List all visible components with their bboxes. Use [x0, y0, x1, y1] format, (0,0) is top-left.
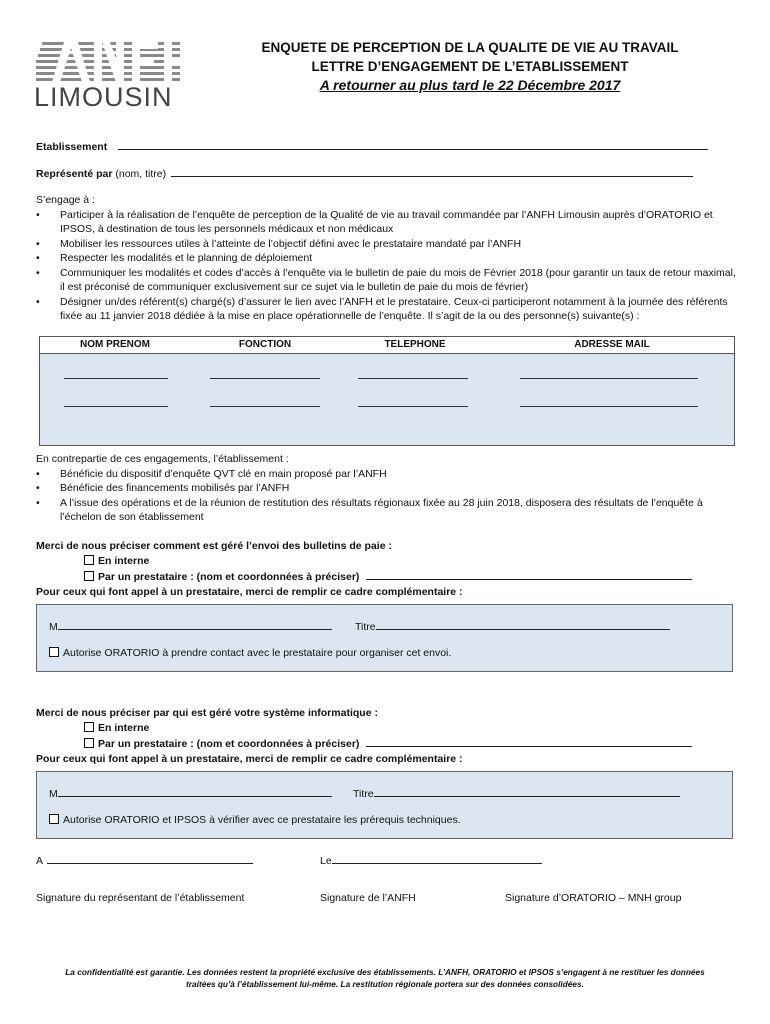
paie-option-prestataire[interactable] [84, 570, 692, 583]
paie-titre-field[interactable] [355, 620, 670, 633]
paie-question: Merci de nous préciser comment est géré l’envoi des bulletins de paie : [36, 540, 392, 552]
info-prestataire-checkbox[interactable] [84, 738, 94, 748]
nom-prenom-line-1[interactable] [64, 377, 168, 379]
contrepartie-list [36, 467, 736, 525]
info-autorise-checkbox[interactable] [49, 814, 59, 824]
engage-intro: S’engage à : [36, 194, 95, 206]
fonction-line-2[interactable] [210, 405, 320, 407]
info-titre-line[interactable] [374, 787, 680, 797]
date-line[interactable] [332, 854, 542, 864]
lieu-field[interactable] [36, 854, 253, 867]
etablissement-line[interactable] [118, 140, 708, 150]
date-field[interactable] [320, 854, 542, 867]
fonction-line-1[interactable] [210, 377, 320, 379]
paie-autorise-checkbox[interactable] [49, 647, 59, 657]
col-fonction: FONCTION [238, 339, 292, 350]
represente-field[interactable] [36, 167, 693, 180]
paie-titre-line[interactable] [376, 620, 670, 630]
contrepartie-item: • Bénéficie du dispositif d’enquête QVT clé en main proposé par l’ANFH [36, 467, 736, 482]
paie-option-interne[interactable] [84, 555, 149, 567]
etablissement-field[interactable] [36, 140, 708, 153]
paie-prestataire-box [36, 604, 733, 672]
engage-item: • Respecter les modalités et le planning de déploiement [36, 251, 736, 266]
represente-label: Représenté par [36, 168, 113, 180]
contrepartie-item: • Bénéficie des financements mobilisés par l’ANFH [36, 481, 736, 496]
page-title [230, 38, 710, 95]
engage-item: • Participer à la réalisation de l’enquête de perception de la Qualité de vie au travail commandée par l’ANFH Limousin auprès d’ORATORIO et IPSOS, à destination de tous les personnels médicaux et non médicaux [36, 208, 736, 237]
title-deadline: A retourner au plus tard le 22 Décembre 2017 [319, 77, 621, 93]
info-m-label: M [49, 788, 58, 800]
info-prestataire-box [36, 771, 733, 839]
paie-prestataire-line[interactable] [366, 570, 692, 580]
paie-m-field[interactable] [49, 620, 332, 633]
info-prestataire-line[interactable] [366, 737, 692, 747]
engage-item: • Communiquer les modalités et codes d’accès à l’enquête via le bulletin de paie du mois de Février 2018 (pour garantir un taux de retour maximal, il est préconisé de communiquer exclusivement sur ce sujet via le bulletin de paie du mois de février) [36, 266, 736, 295]
confidentiality-footer [40, 966, 730, 990]
paie-complement-label: Pour ceux qui font appel à un prestataire, merci de remplir ce cadre complémentaire : [36, 586, 463, 598]
anfh-logo [34, 38, 194, 110]
title-line-2: LETTRE D’ENGAGEMENT DE L’ETABLISSEMENT [311, 59, 629, 74]
engage-item: • Désigner un/des référent(s) chargé(s) d’assurer le lien avec l’ANFH et le prestataire. Ceux-ci participeront notamment à la journée des référents fixée au 11 janvier 2018 dédiée à la mise en place opérationnelle de l’enquête. Il s’agit de la ou des personne(s) suivante(s) : [36, 295, 736, 324]
info-interne-label: En interne [98, 722, 150, 734]
represente-line[interactable] [171, 167, 693, 177]
referents-table [39, 336, 735, 446]
info-prestataire-label: Par un prestataire : (nom et coordonnées à préciser) [98, 738, 360, 750]
signature-oratorio: Signature d’ORATORIO – MNH group [505, 892, 682, 904]
nom-prenom-line-2[interactable] [64, 405, 168, 407]
col-adresse-mail: ADRESSE MAIL [574, 339, 650, 350]
telephone-line-1[interactable] [358, 377, 468, 379]
lieu-label: A [36, 855, 43, 867]
paie-autorise-label: Autorise ORATORIO à prendre contact avec le prestataire pour organiser cet envoi. [63, 647, 452, 659]
table-header-row [40, 337, 734, 354]
signature-anfh: Signature de l’ANFH [320, 892, 416, 904]
info-autorise-label: Autorise ORATORIO et IPSOS à vérifier avec ce prestataire les prérequis techniques. [63, 814, 461, 826]
info-option-prestataire[interactable] [84, 737, 692, 750]
mail-line-1[interactable] [520, 377, 698, 379]
paie-autorise-option[interactable] [49, 647, 451, 659]
anfh-logo-mark [34, 38, 194, 82]
info-m-line[interactable] [58, 787, 332, 797]
info-option-interne[interactable] [84, 722, 149, 734]
logo-city-text: LIMOUSIN [34, 82, 173, 112]
paie-prestataire-checkbox[interactable] [84, 571, 94, 581]
info-m-field[interactable] [49, 787, 332, 800]
info-interne-checkbox[interactable] [84, 722, 94, 732]
info-titre-label: Titre [353, 788, 374, 800]
footer-line-2: traitées qu’à l’établissement lui-même. La restitution régionale portera sur des données consolidées. [186, 979, 584, 989]
info-question: Merci de nous préciser par qui est géré votre système informatique : [36, 707, 378, 719]
info-autorise-option[interactable] [49, 814, 461, 826]
represente-sub-label: (nom, titre) [115, 168, 167, 180]
date-label: Le [320, 855, 332, 867]
etablissement-label: Etablissement [36, 141, 108, 153]
title-line-1: ENQUETE DE PERCEPTION DE LA QUALITE DE VIE AU TRAVAIL [261, 40, 679, 55]
signature-etablissement: Signature du représentant de l’établissement [36, 892, 245, 904]
engage-item: • Mobiliser les ressources utiles à l’atteinte de l’objectif défini avec le prestataire mandaté par l’ANFH [36, 237, 736, 252]
contrepartie-section [36, 452, 736, 525]
paie-m-line[interactable] [58, 620, 332, 630]
col-telephone: TELEPHONE [384, 339, 446, 350]
engagements-section [36, 193, 736, 324]
paie-m-label: M [49, 621, 58, 633]
info-titre-field[interactable] [353, 787, 680, 800]
lieu-line[interactable] [47, 854, 253, 864]
telephone-line-2[interactable] [358, 405, 468, 407]
contrepartie-item: • A l’issue des opérations et de la réunion de restitution des résultats régionaux fixée au 28 juin 2018, disposera des résultats de l’enquête à l’échelon de son établissement [36, 496, 736, 525]
mail-line-2[interactable] [520, 405, 698, 407]
contrepartie-intro: En contrepartie de ces engagements, l’établissement : [36, 453, 289, 465]
footer-line-1: La confidentialité est garantie. Les données restent la propriété exclusive des établissements. L’ANFH, ORATORIO et IPSOS s’engagent à ne restituer les données [65, 967, 705, 977]
info-complement-label: Pour ceux qui font appel à un prestataire, merci de remplir ce cadre complémentaire : [36, 753, 463, 765]
paie-titre-label: Titre [355, 621, 376, 633]
paie-interne-label: En interne [98, 555, 150, 567]
engage-list [36, 208, 736, 324]
paie-prestataire-label: Par un prestataire : (nom et coordonnées à préciser) [98, 571, 360, 583]
paie-interne-checkbox[interactable] [84, 555, 94, 565]
col-nom-prenom: NOM PRENOM [80, 339, 150, 350]
